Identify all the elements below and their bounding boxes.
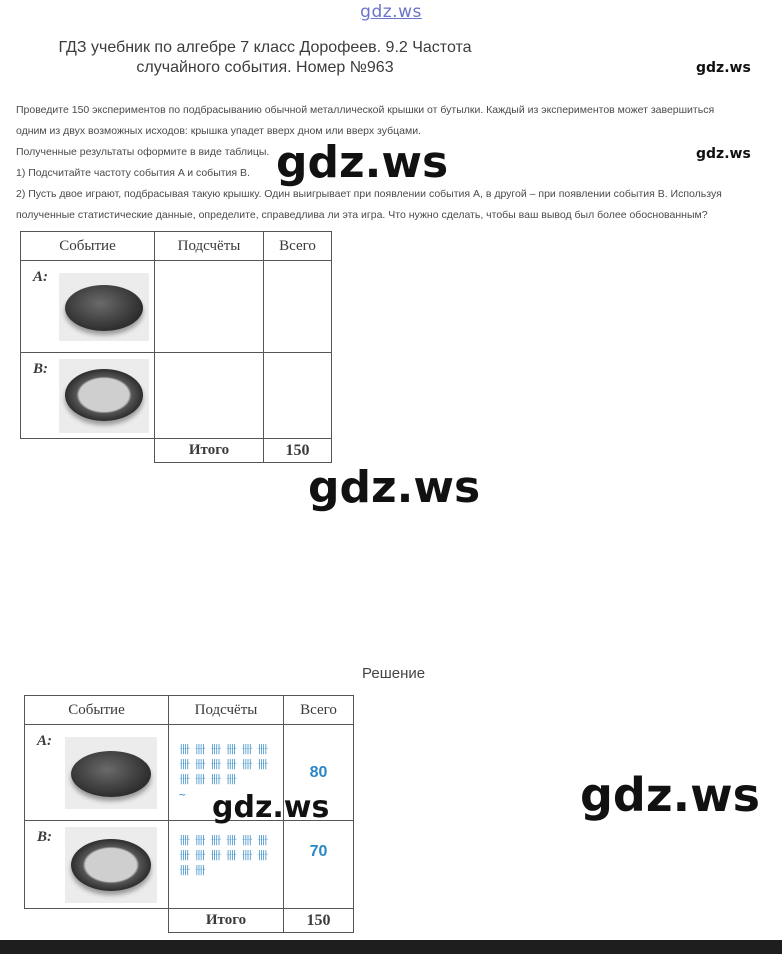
tally-cell bbox=[155, 261, 264, 353]
watermark: gdz.ws bbox=[276, 137, 449, 188]
bottle-cap-teeth-up-icon bbox=[65, 369, 143, 421]
watermark: gdz.ws bbox=[580, 768, 760, 822]
header-tally: Подсчёты bbox=[169, 696, 284, 725]
problem-question-2: 2) Пусть двое играют, подбрасывая такую крышку. Один выигрывает при появлении события A, в другой – при появлении события B. Используя bbox=[16, 188, 722, 200]
watermark: gdz.ws bbox=[696, 146, 751, 162]
empty-cell bbox=[21, 439, 155, 463]
problem-table bbox=[20, 231, 332, 463]
event-a-cell bbox=[21, 261, 155, 353]
bottle-cap-image bbox=[65, 737, 157, 809]
header-event: Событие bbox=[25, 696, 169, 725]
event-b-cell bbox=[21, 353, 155, 439]
bottle-cap-image bbox=[59, 359, 149, 433]
bottom-bar bbox=[0, 940, 782, 954]
tally-row: 卌 卌 卌 卌 卌 卌 bbox=[179, 849, 268, 862]
page-title: ГДЗ учебник по алгебре 7 класс Дорофеев. 9.2 Частота случайного события. Номер №963 bbox=[58, 39, 472, 76]
tally-row: 卌 卌 卌 卌 卌 卌 bbox=[179, 758, 268, 771]
bottle-cap-top-up-icon bbox=[65, 285, 143, 331]
event-b-cell bbox=[25, 821, 169, 909]
tally-row: 卌 卌 bbox=[179, 864, 205, 877]
tally-cell bbox=[155, 353, 264, 439]
header-total: Всего bbox=[284, 696, 354, 725]
header-total: Всего bbox=[264, 232, 332, 261]
tally-marks bbox=[179, 835, 283, 877]
tally-row: 卌 卌 卌 卌 卌 卌 bbox=[179, 743, 268, 756]
event-b-label: B: bbox=[37, 829, 52, 845]
bottle-cap-top-up-icon bbox=[71, 751, 151, 797]
empty-cell bbox=[25, 909, 169, 933]
total-cell bbox=[284, 821, 354, 909]
total-value: 150 bbox=[284, 909, 354, 933]
event-a-label: A: bbox=[33, 269, 48, 285]
bottle-cap-image bbox=[65, 827, 157, 903]
problem-line: одним из двух возможных исходов: крышка упадет вверх дном или вверх зубцами. bbox=[16, 125, 421, 137]
problem-question-2-cont: полученные статистические данные, определите, справедлива ли эта игра. Что нужно сделать, чтобы ваш вывод был более обоснованным? bbox=[16, 209, 708, 221]
count-b: 70 bbox=[309, 843, 328, 860]
bottle-cap-image bbox=[59, 273, 149, 341]
tally-row: 卌 卌 卌 卌 卌 卌 bbox=[179, 834, 268, 847]
problem-line: Полученные результаты оформите в виде таблицы. bbox=[16, 146, 270, 158]
header-event: Событие bbox=[21, 232, 155, 261]
tally-cell bbox=[169, 821, 284, 909]
tally-row: ~ bbox=[179, 788, 185, 801]
watermark-top-link[interactable]: gdz.ws bbox=[360, 2, 422, 22]
watermark: gdz.ws bbox=[212, 790, 330, 825]
total-label: Итого bbox=[155, 439, 264, 463]
event-b-label: B: bbox=[33, 361, 48, 377]
problem-line: Проведите 150 экспериментов по подбрасыванию обычной металлической крышки от бутылки. Каждый из экспериментов может завершиться bbox=[16, 104, 715, 116]
total-value: 150 bbox=[264, 439, 332, 463]
event-a-cell bbox=[25, 725, 169, 821]
total-cell bbox=[264, 353, 332, 439]
solution-heading: Решение bbox=[362, 665, 426, 682]
watermark: gdz.ws bbox=[696, 60, 751, 76]
total-label: Итого bbox=[169, 909, 284, 933]
watermark: gdz.ws bbox=[308, 462, 481, 513]
tally-row: 卌 卌 卌 卌 bbox=[179, 773, 236, 786]
count-a: 80 bbox=[309, 763, 328, 781]
total-cell bbox=[264, 261, 332, 353]
bottle-cap-teeth-up-icon bbox=[71, 839, 151, 891]
problem-question-1: 1) Подсчитайте частоту события A и события B. bbox=[16, 167, 250, 179]
event-a-label: A: bbox=[37, 733, 52, 749]
header-tally: Подсчёты bbox=[155, 232, 264, 261]
